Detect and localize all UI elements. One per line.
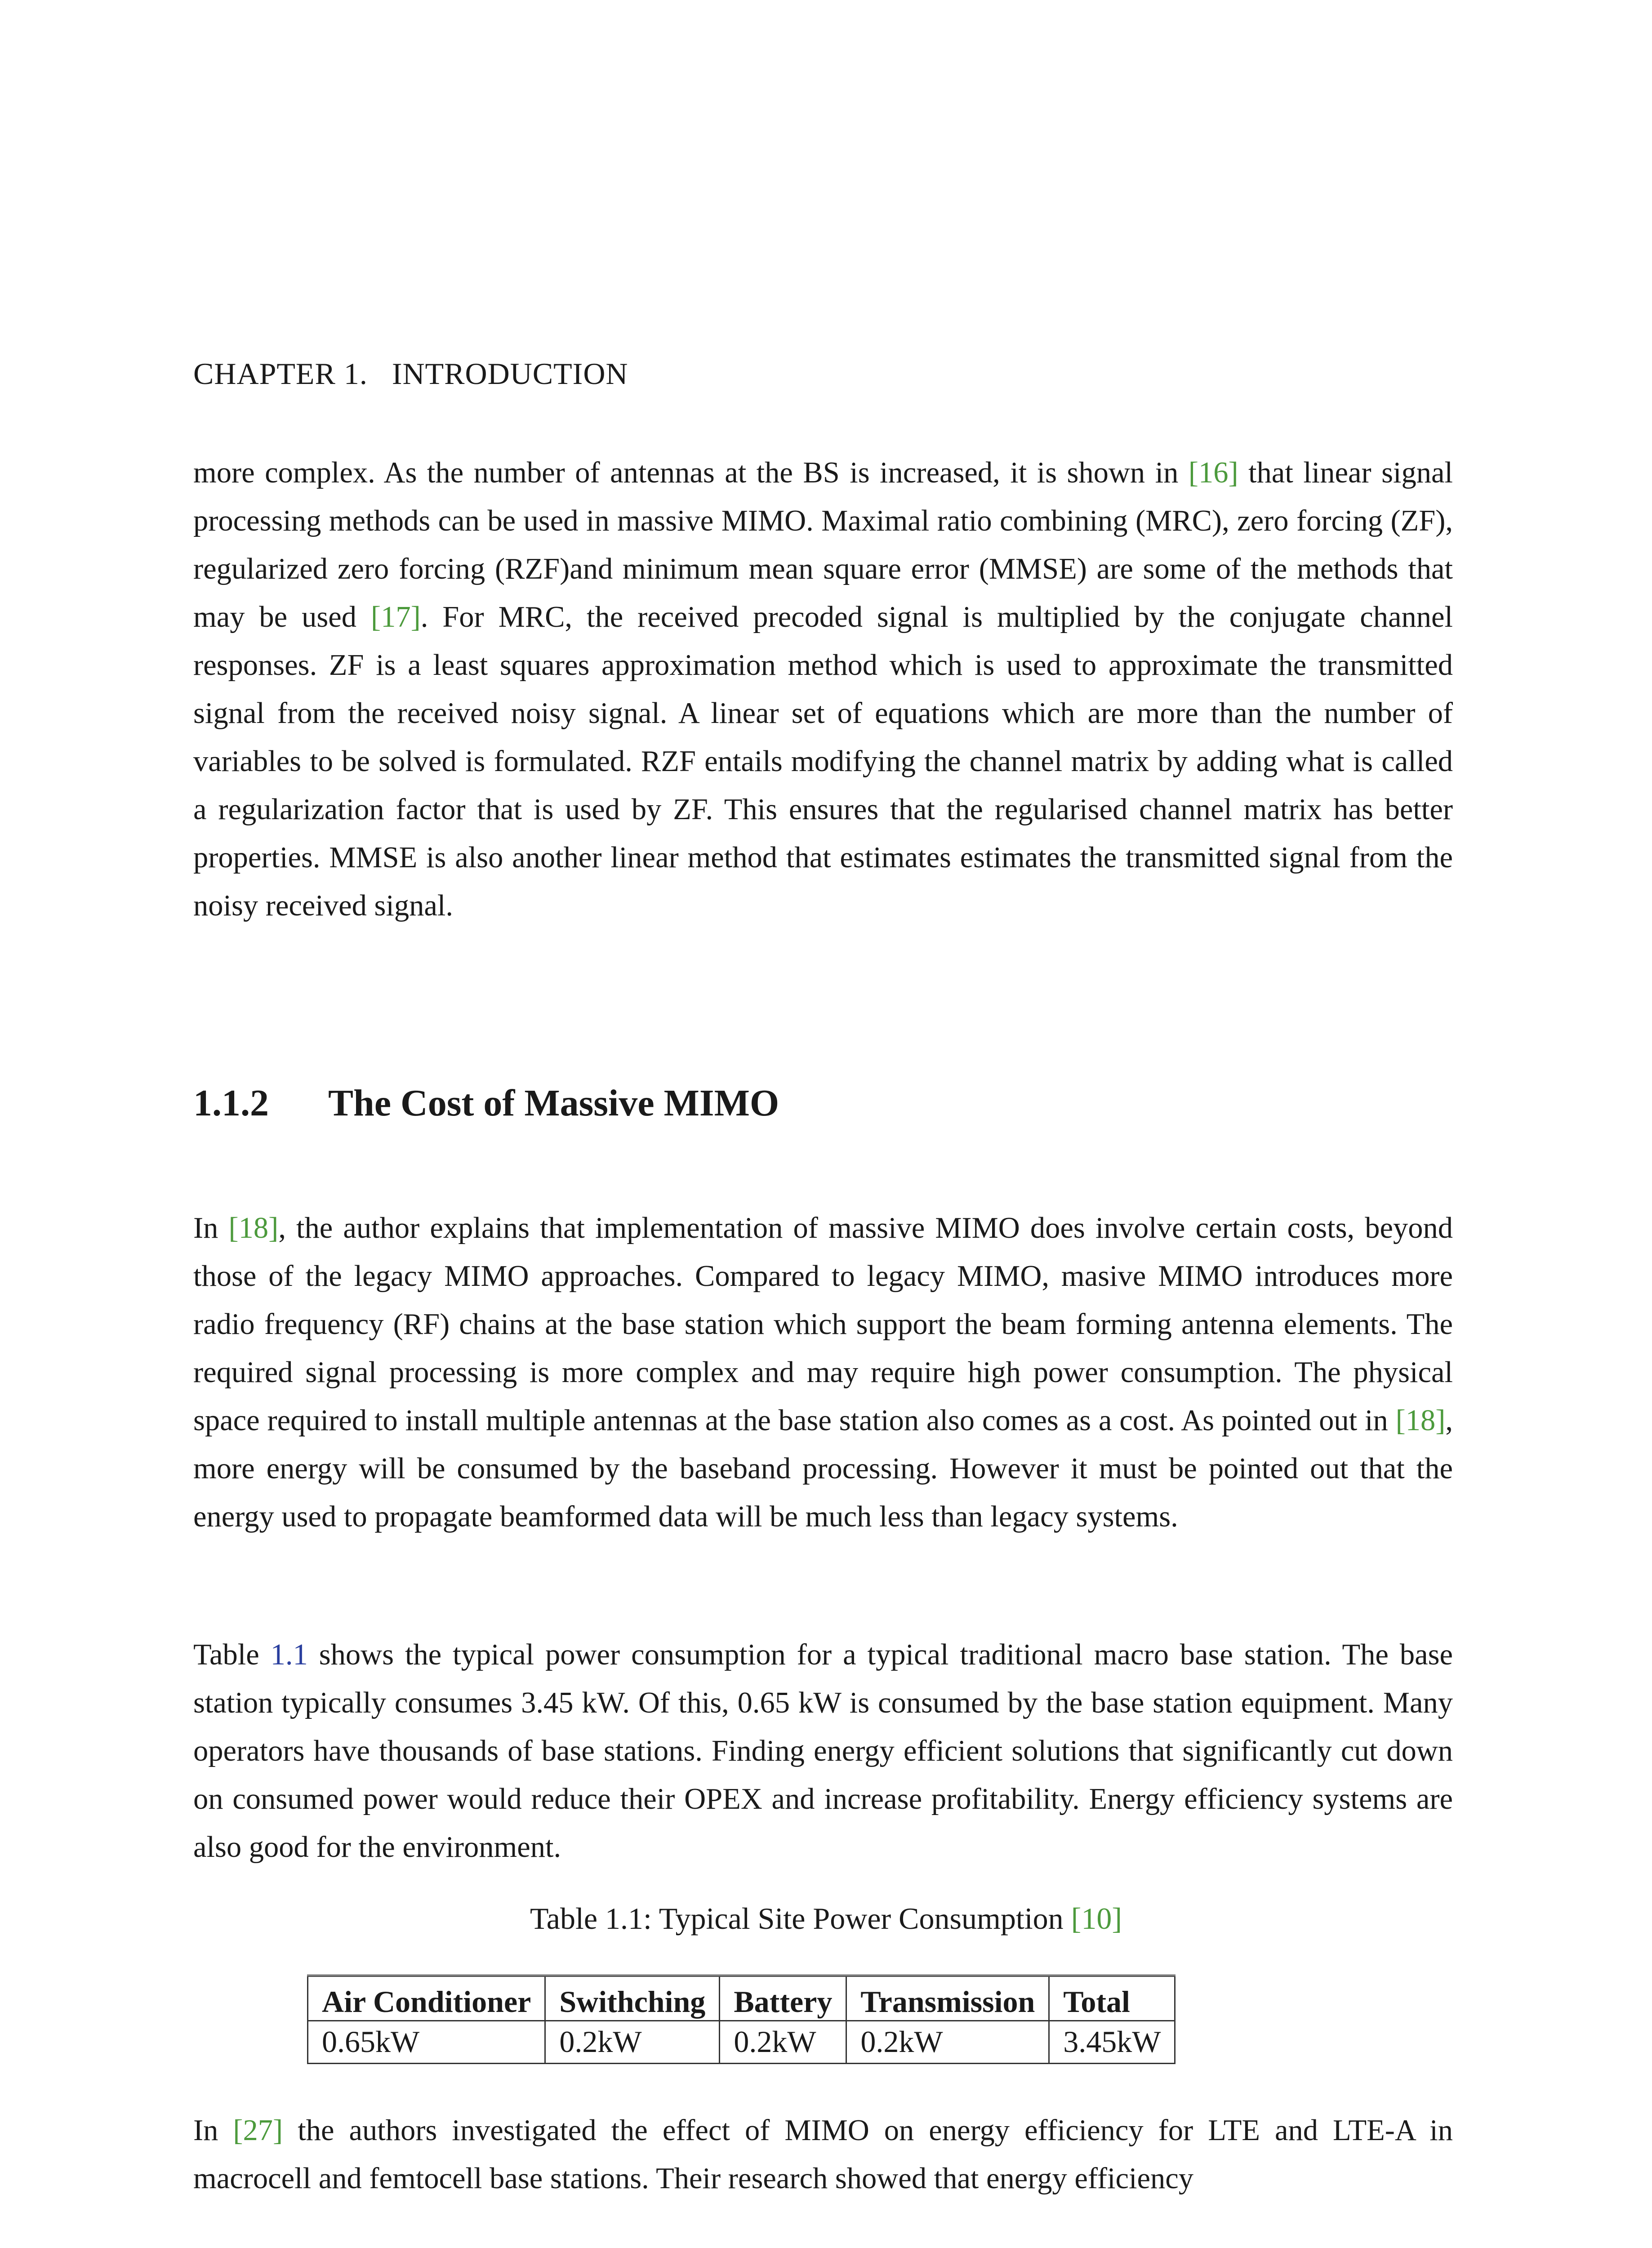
column-header: Air Conditioner [308,1976,545,2021]
paragraph-text: the authors investigated the effect of MIMO on energy efficiency for LTE and LTE-A in macrocell and femtocell base stations. Their research showed that energy efficiency [193,2114,1453,2195]
paragraph-text: , the author explains that implementation of massive MIMO does involve certain costs, beyond those of the legacy MIMO approaches. Compared to legacy MIMO, masive MIMO introduces more radio frequency (RF) chains at the base station which support the beam forming antenna elements. The required signal processing is more complex and may require high power consumption. The physical space required to install multiple antennas at the base station also comes as a cost. As pointed out in [193,1212,1453,1437]
table-cell: 0.2kW [846,2021,1049,2064]
citation-link-18[interactable]: [18] [228,1212,279,1244]
paragraph-text: Table [193,1638,271,1671]
paragraph-text: In [193,2114,233,2147]
power-consumption-table [307,1975,1176,2064]
section-heading [193,1081,779,1125]
citation-link-27[interactable]: [27] [233,2114,283,2147]
table-cell: 0.2kW [720,2021,846,2064]
table-cell: 0.2kW [545,2021,720,2064]
paragraph-text: , more energy will be consumed by the baseband processing. However it must be pointed out that the energy used to propagate beamformed data will be much less than legacy systems. [193,1404,1453,1533]
paragraph-text: shows the typical power consumption for a typical traditional macro base station. The base station typically consumes 3.45 kW. Of this, 0.65 kW is consumed by the base station equipment. Many operators have thousands of base stations. Finding energy efficient solutions that significantly cut down on consumed power would reduce their OPEX and increase profitability. Energy efficiency systems are also good for the environment. [193,1638,1453,1864]
paragraph-energy-efficiency [193,2106,1453,2203]
table-caption-text: Table 1.1: Typical Site Power Consumption [530,1901,1071,1936]
paragraph-text: more complex. As the number of antennas at the BS is increased, it is shown in [193,456,1189,489]
running-header: CHAPTER 1. INTRODUCTION [193,357,628,391]
section-title: The Cost of Massive MIMO [328,1082,779,1124]
table-row [308,2021,1175,2064]
paragraph-power-consumption [193,1631,1453,1871]
citation-link-17[interactable]: [17] [370,601,421,633]
table-caption [0,1901,1652,1936]
citation-link-10[interactable]: [10] [1071,1901,1122,1936]
paragraph-cost [193,1204,1453,1541]
paragraph-linear-methods [193,449,1453,930]
table-cell: 0.65kW [308,2021,545,2064]
section-number: 1.1.2 [193,1082,269,1124]
table-header-row [308,1976,1175,2021]
table-cell: 3.45kW [1049,2021,1175,2064]
column-header: Transmission [846,1976,1049,2021]
column-header: Swithching [545,1976,720,2021]
citation-link-18[interactable]: [18] [1395,1404,1446,1437]
column-header: Total [1049,1976,1175,2021]
citation-link-16[interactable]: [16] [1188,456,1238,489]
paragraph-text: . For MRC, the received precoded signal is multiplied by the conjugate channel responses. ZF is a least squares approximation method which is used to approximate the transmitted signal from the received noisy signal. A linear set of equations which are more than the number of variables to be solved is formulated. RZF entails modifying the channel matrix by adding what is called a regularization factor that is used by ZF. This ensures that the regularised channel matrix has better properties. MMSE is also another linear method that estimates estimates the transmitted signal from the noisy received signal. [193,601,1453,922]
paragraph-text: that linear signal processing methods can be used in massive MIMO. Maximal ratio combining (MRC), zero forcing (ZF), regularized zero forcing (RZF)and minimum mean square error (MMSE) are some of the methods that may be used [193,456,1453,633]
column-header: Battery [720,1976,846,2021]
table-reference-link[interactable]: 1.1 [270,1638,308,1671]
paragraph-text: In [193,1212,229,1244]
